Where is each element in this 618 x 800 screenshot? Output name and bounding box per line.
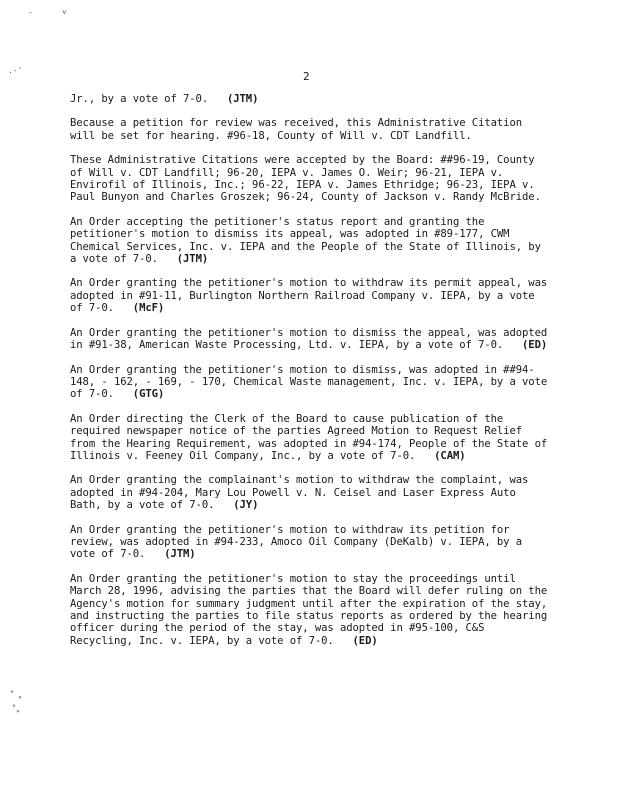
paragraph-text: An Order granting the petitioner's motion to withdraw its petition for review, was adopted in #94-233, Amoco Oil Company (DeKalb) v. IEPA, by a vote of 7-0.	[70, 523, 523, 561]
scan-speck: ˅	[62, 8, 67, 17]
page-number: 2	[303, 70, 310, 83]
board-member-initials: (ED)	[352, 634, 378, 647]
paragraph	[70, 413, 548, 463]
paragraph	[70, 117, 548, 142]
paragraph-text: These Administrative Citations were accepted by the Board: ##96-19, County of Will v. CDT Landfill; 96-20, IEPA v. James O. Weir; 96-21, IEPA v. Envirofil of Illinois, Inc.; 96-22, IEPA v. James Ethridge; 96-23, IEPA v. Paul Bunyon and Charles Groszek; 96-24, County of Jackson v. Randy McBride.	[70, 154, 541, 204]
paragraph	[70, 216, 548, 266]
paragraph-text: An Order granting the petitioner's motion to dismiss, was adopted in ##94-148, - 162, - 169, - 170, Chemical Waste management, Inc. v. IEPA, by a vote of 7-0.	[70, 363, 548, 401]
board-member-initials: (JTM)	[176, 253, 209, 266]
paragraph	[70, 364, 548, 401]
paragraph-text: An Order granting the petitioner's motion to dismiss the appeal, was adopted in #91-38, American Waste Processing, Ltd. v. IEPA, by a vote of 7-0.	[70, 326, 548, 352]
board-member-initials: (JTM)	[164, 548, 196, 561]
board-member-initials: (ED)	[522, 339, 548, 352]
paragraph-text: Jr., by a vote of 7-0.	[70, 93, 209, 105]
scan-speck: -	[28, 8, 33, 17]
board-member-initials: (CAM)	[434, 449, 466, 462]
board-member-initials: (GTG)	[132, 388, 165, 401]
paragraph-text: An Order directing the Clerk of the Board to cause publication of the required newspaper notice of the parties Agreed Motion to Request Relief from the Hearing Requirement, was adopted in #94-174, People of the State of Illinois v. Feeney Oil Company, Inc., by a vote of 7-0.	[70, 412, 548, 462]
board-member-initials: (JY)	[233, 499, 259, 512]
scan-speck	[6, 686, 26, 714]
paragraph-text: An Order granting the petitioner's motion to stay the proceedings until March 28, 1996, advising the parties that the Board will defer ruling on the Agency's motion for summary judgment until after the expiration of the stay, and instructing the parties to file status reports as ordered by the hearing officer during the period of the stay, was adopted in #95-100, C&S Recycling, Inc. v. IEPA, by a vote of 7-0.	[70, 572, 548, 647]
paragraph-text: An Order granting the petitioner's motion to withdraw its permit appeal, was adopted in #91-11, Burlington Northern Railroad Company v. IEPA, by a vote of 7-0.	[70, 277, 548, 315]
paragraph	[70, 154, 548, 204]
paragraph	[70, 524, 548, 561]
paragraph-text: An Order granting the complainant's motion to withdraw the complaint, was adopted in #94-204, Mary Lou Powell v. N. Ceisel and Laser Express Auto Bath, by a vote of 7-0.	[70, 474, 529, 512]
board-member-initials: (JTM)	[226, 93, 259, 105]
paragraph-text: Because a petition for review was received, this Administrative Citation will be set for hearing. #96-18, County of Will v. CDT Landfill.	[70, 117, 523, 142]
paragraph-text: An Order accepting the petitioner's status report and granting the petitioner's motion to dismiss its appeal, was adopted in #89-177, CWM Chemical Services, Inc. v. IEPA and the People of the State of Illinois, by a vote of 7-0.	[70, 215, 541, 266]
paragraph	[70, 474, 548, 511]
paragraph	[70, 327, 548, 352]
board-member-initials: (McF)	[132, 302, 165, 315]
paragraph	[70, 277, 548, 314]
scan-speck: .-'	[8, 66, 23, 75]
document-body	[70, 93, 548, 659]
paragraph	[70, 93, 548, 105]
paragraph	[70, 573, 548, 647]
